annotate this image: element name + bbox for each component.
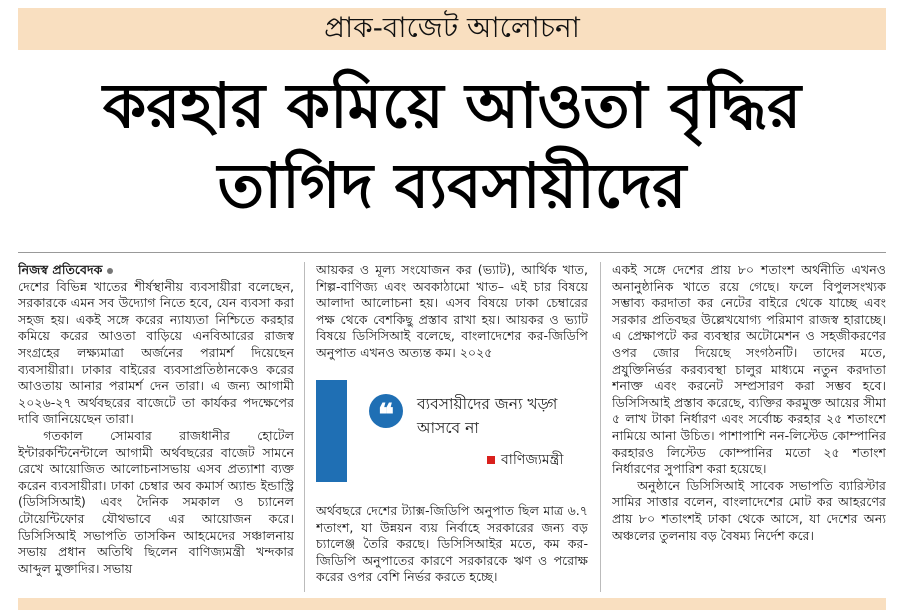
paragraph-1: দেশের বিভিন্ন খাতের শীর্ষস্থানীয় ব্যবসায়ীরা বলেছেন, সরকারকে এমন সব উদ্যোগ নিতে হবে, যেন ব্যবসা করা সহজ হয়। একই সঙ্গে করের ন্যায্যতা নিশ্চিতে করহার কমিয়ে করের আওতা বাড়িয়ে এনবিআরের রাজস্ব সংগ্রহের লক্ষ্যমাত্রা অর্জনের পরামর্শ দিয়েছেন ব্যবসায়ীরা। ঢাকার বাইরের ব্যবসাপ্রতিষ্ঠানকেও করের আওতায় আনার পরামর্শ দেন তারা। এ জন্য আগামী ২০২৬-২৭ অর্থবছরের বাজেটে তা কার্যকর পদক্ষেপের দাবি জানিয়েছেন তারা। <box>18 278 294 427</box>
column-divider <box>304 262 305 592</box>
paragraph-3: আয়কর ও মূল্য সংযোজন কর (ভ্যাট), আর্থিক খাত, শিল্প-বাণিজ্য এবং অবকাঠামো খাত– এই চার বিষয়ে আলাদা আলোচনা হয়। এসব বিষয়ে ঢাকা চেম্বারের পক্ষ থেকে বেশকিছু প্রস্তাব রাখা হয়। আয়কর ও ভ্যাট বিষয়ে ডিসিসিআই বলেছে, বাংলাদেশের কর-জিডিপি অনুপাত এখনও অত্যন্ত কম। ২০২৫ <box>316 262 588 360</box>
kicker-banner <box>18 8 886 50</box>
article-column-3 <box>612 262 886 592</box>
bottom-banner-strip <box>18 598 886 610</box>
article-column-2-top <box>316 262 588 372</box>
headline-line-2: তাগিদ ব্যবসায়ীদের <box>217 149 687 222</box>
paragraph-4: অর্থবছরে দেশের ট্যাক্স-জিডিপি অনুপাত ছিল মাত্র ৬.৭ শতাংশ, যা উন্নয়ন ব্যয় নির্বাহে সরকারের জন্য বড় চ্যালেঞ্জ তৈরি করছে। ডিসিসিআইর মতে, কম কর-জিডিপি অনুপাতের কারণে সরকারকে ঋণ ও পরোক্ষ করের ওপর বেশি নির্ভর করতে হচ্ছে। <box>316 503 588 585</box>
byline-dot-icon <box>107 268 113 274</box>
article-column-2-bottom <box>316 503 588 593</box>
kicker-text: প্রাক-বাজেট আলোচনা <box>324 10 580 44</box>
quote-mark-icon: ❝ <box>369 394 403 428</box>
pull-quote-attribution <box>487 448 563 472</box>
paragraph-6: অনুষ্ঠানে ডিসিসিআই সাবেক সভাপতি ব্যারিস্টার সামির সাত্তার বলেন, বাংলাদেশের মোট কর আহরণের প্রায় ৮০ শতাংশই ঢাকা থেকে আসে, যা দেশের অন্য অঞ্চলের তুলনায় বড় বৈষম্য নির্দেশ করে। <box>612 477 886 543</box>
pull-quote <box>316 380 588 482</box>
headline <box>18 66 886 226</box>
article-column-1 <box>18 262 294 592</box>
headline-line-1: করহার কমিয়ে আওতা বৃদ্ধির <box>102 69 802 142</box>
column-divider <box>600 262 601 592</box>
attribution-marker-icon <box>487 456 495 464</box>
attribution-text: বাণিজ্যমন্ত্রী <box>501 452 564 468</box>
divider <box>18 252 886 253</box>
paragraph-2: গতকাল সোমবার রাজধানীর হোটেল ইন্টারকন্টিনেন্টালে আগামী অর্থবছরের বাজেট সামনে রেখে আয়োজিত আলোচনাসভায় এসব প্রত্যাশা ব্যক্ত করেন ব্যবসায়ীরা। ঢাকা চেম্বার অব কমার্স অ্যান্ড ইন্ডাস্ট্রি (ডিসিসিআই) এবং দৈনিক সমকাল ও চ্যানেল টোয়েন্টিফোর যৌথভাবে এর আয়োজন করে। ডিসিসিআই সভাপতি তাসকিন আহমেদের সঞ্চালনায় সভায় প্রধান অতিথি ছিলেন বাণিজ্যমন্ত্রী খন্দকার আব্দুল মুক্তাদির। সভায় <box>18 427 294 576</box>
pull-quote-text: ব্যবসায়ীদের জন্য খড়্গ আসবে না <box>417 395 558 437</box>
reporter-byline: নিজস্ব প্রতিবেদক <box>18 262 103 277</box>
pull-quote-box <box>344 380 591 482</box>
paragraph-5: একই সঙ্গে দেশের প্রায় ৮০ শতাংশ অর্থনীতি এখনও অনানুষ্ঠানিক খাতে রয়ে গেছে। ফলে বিপুলসংখ্যক সম্ভাব্য করদাতা কর নেটের বাইরে থেকে যাচ্ছে এবং সরকার প্রতিবছর উল্লেখযোগ্য পরিমাণ রাজস্ব হারাচ্ছে। এ প্রেক্ষাপটে কর ব্যবস্থার অটোমেশন ও সহজীকরণের ওপর জোর দিয়েছে সংগঠনটি। তাদের মতে, প্রযুক্তিনির্ভর করব্যবস্থা চালুর মাধ্যমে নতুন করদাতা শনাক্ত এবং করনেট সম্প্রসারণ করা সম্ভব হবে। ডিসিসিআই প্রস্তাব করেছে, ব্যক্তির করমুক্ত আয়ের সীমা ৫ লাখ টাকা নির্ধারণ এবং সর্বোচ্চ করহার ২৫ শতাংশে নামিয়ে আনা উচিত। পাশাপাশি নন-লিস্টেড কোম্পানির করহারও লিস্টেড কোম্পানির মতো ২৫ শতাংশ নির্ধারণের সুপারিশ করা হয়েছে। <box>612 262 886 477</box>
